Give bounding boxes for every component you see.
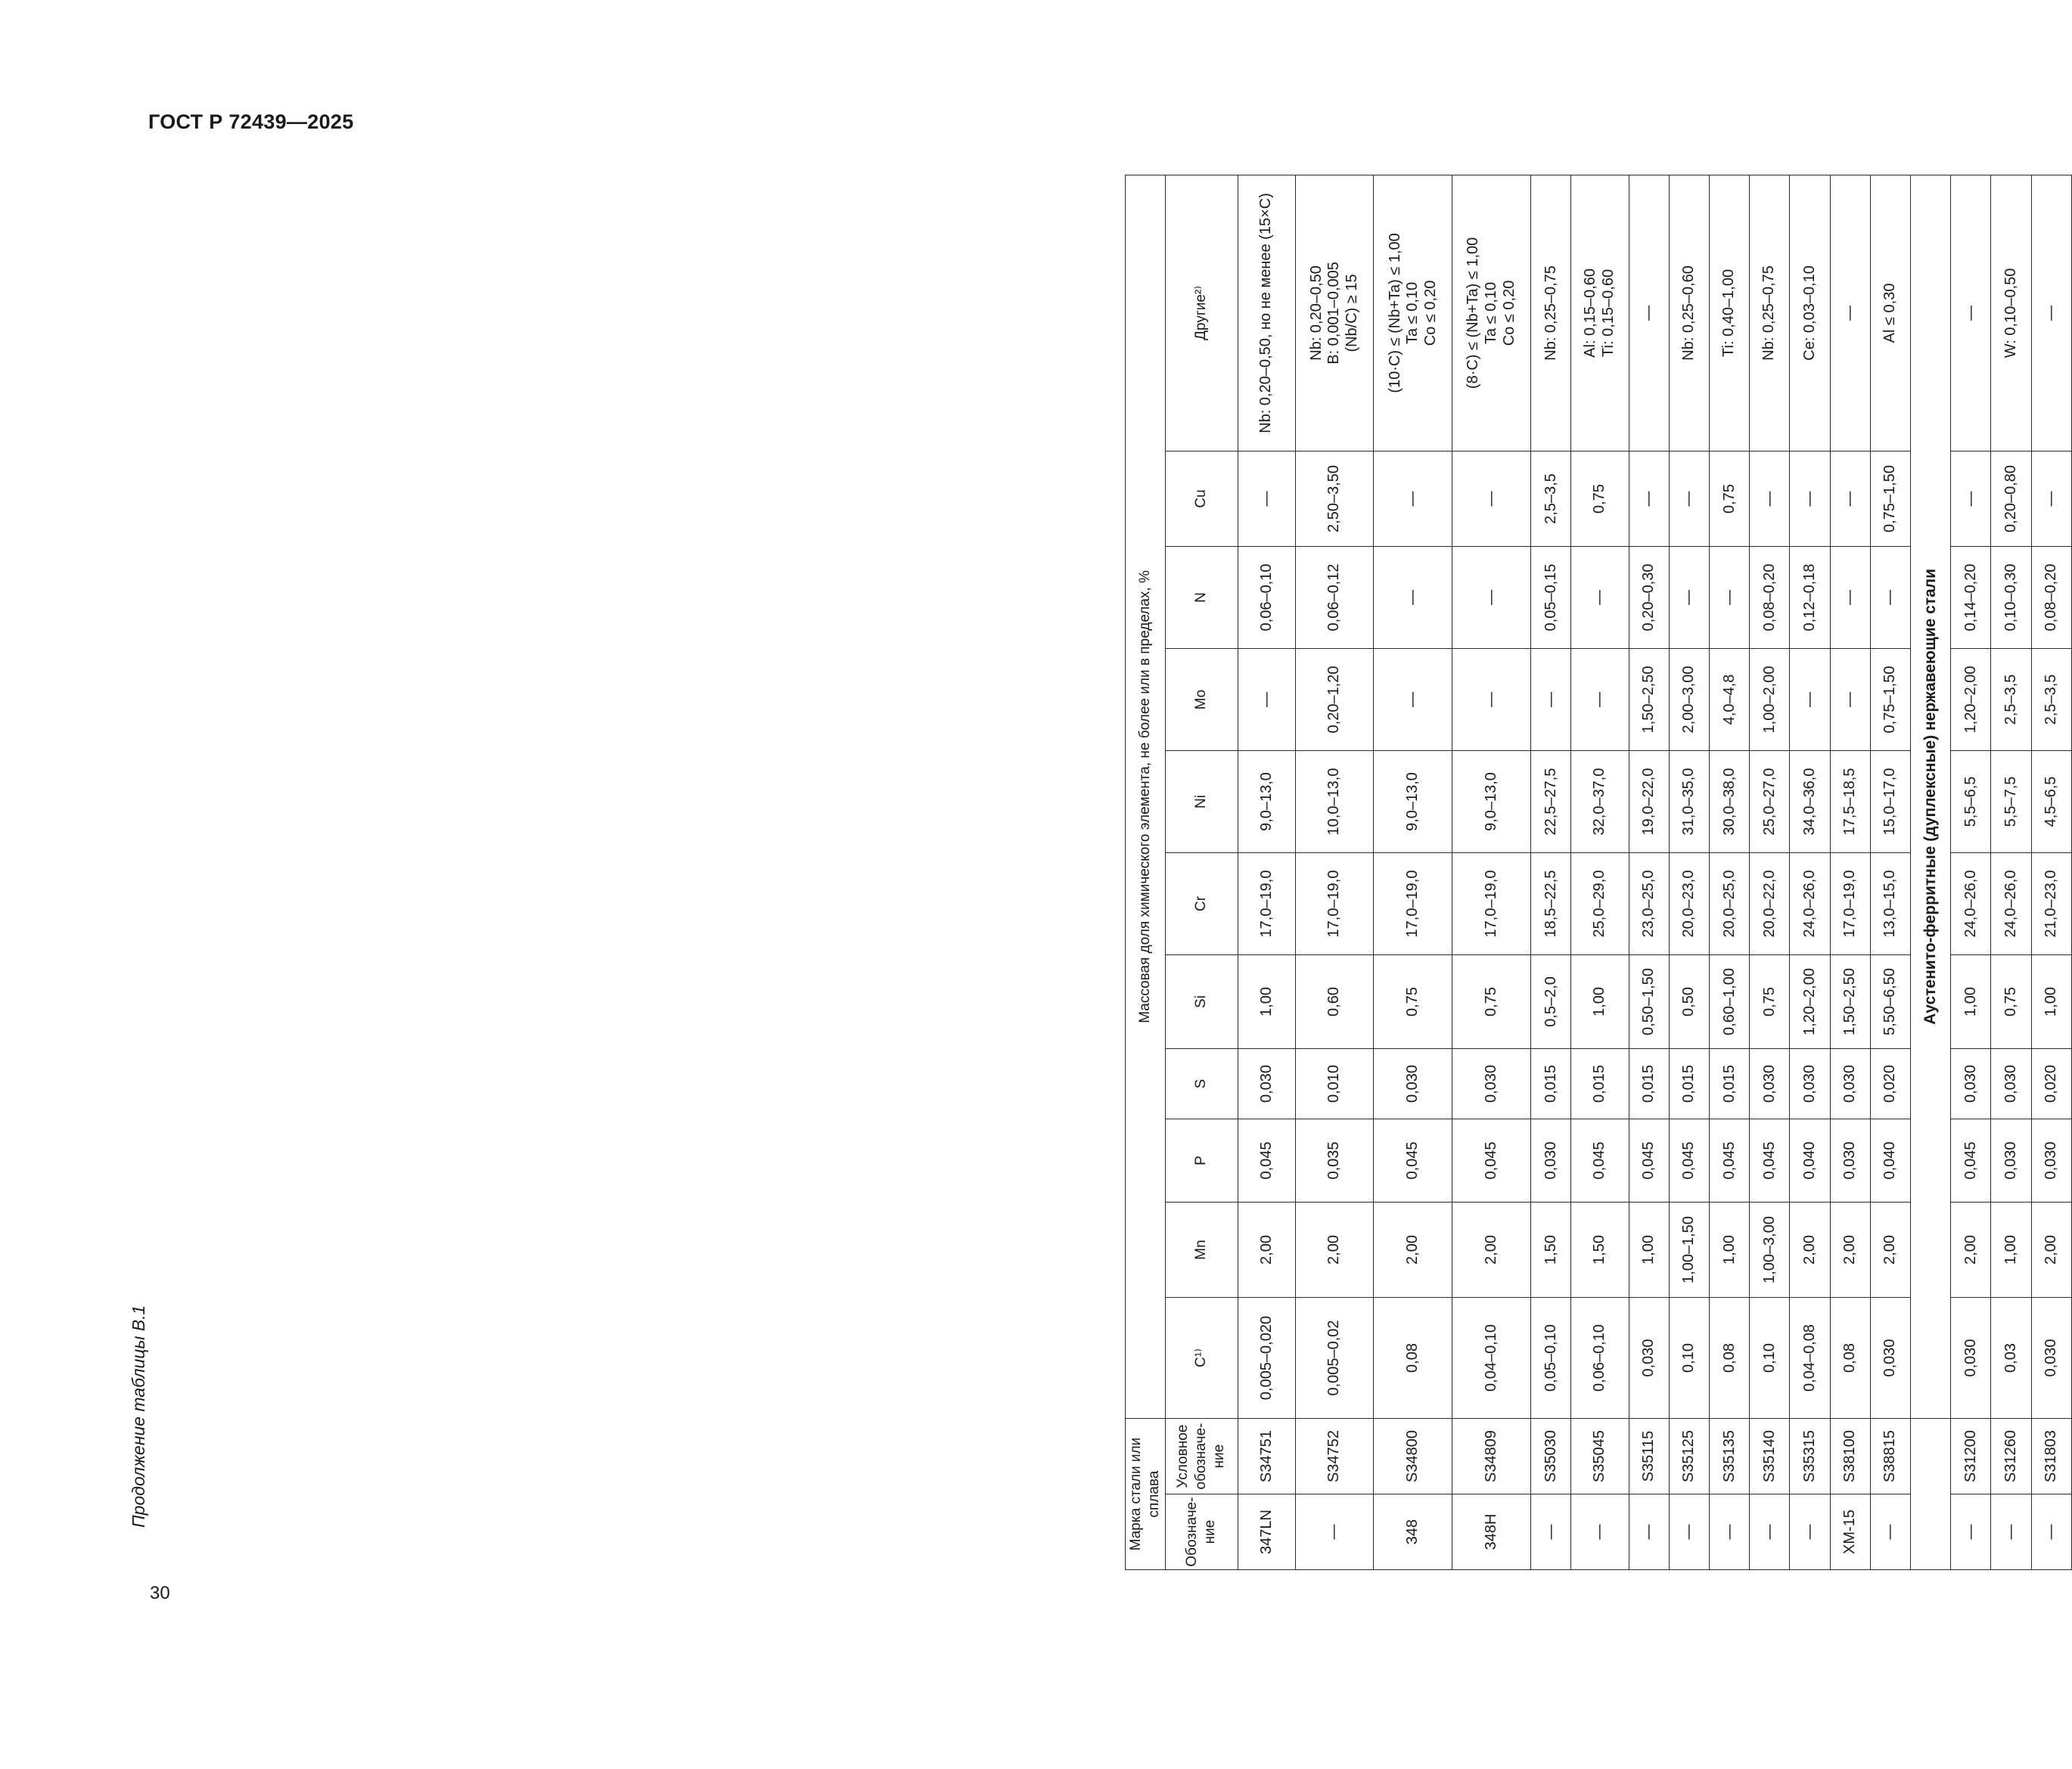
- cell-p: 0,035: [1295, 1119, 1374, 1202]
- cell-c: 0,030: [1951, 1297, 1991, 1418]
- cell-other: Nb: 0,25–0,75: [1750, 175, 1790, 451]
- cell-p: 0,030: [1991, 1119, 2031, 1202]
- cell-cu: —: [1452, 451, 1531, 546]
- cell-other: Al: 0,15–0,60 Ti: 0,15–0,60: [1571, 175, 1629, 451]
- table-row: [1830, 175, 1870, 1569]
- cell-s: 0,015: [1669, 1048, 1709, 1119]
- cell-mn: 2,00: [1830, 1202, 1870, 1297]
- table-row: [1238, 175, 1295, 1569]
- cell-c: 0,06–0,10: [1571, 1297, 1629, 1418]
- header-p: P: [1165, 1119, 1238, 1202]
- cell-p: 0,045: [1629, 1119, 1669, 1202]
- table-row: [1629, 175, 1669, 1569]
- cell-cu: 0,75: [1571, 451, 1629, 546]
- cell-mo: 2,5–3,5: [2031, 648, 2071, 750]
- table-row: [1571, 175, 1629, 1569]
- cell-s: 0,030: [1452, 1048, 1531, 1119]
- cell-mo: —: [1452, 648, 1531, 750]
- cell-ni: 10,0–13,0: [1295, 750, 1374, 852]
- cell-c: 0,030: [1629, 1297, 1669, 1418]
- cell-si: 0,5–2,0: [1531, 954, 1571, 1048]
- cell-cr: 18,5–22,5: [1531, 852, 1571, 954]
- cell-uns: S38815: [1870, 1418, 1910, 1494]
- cell-other: —: [1830, 175, 1870, 451]
- section-title: Аустенито-ферритные (дуплексные) нержавеющие стали: [1911, 175, 1951, 1418]
- cell-des: —: [1571, 1494, 1629, 1570]
- cell-mn: 1,00–1,50: [1669, 1202, 1709, 1297]
- cell-n: 0,08–0,20: [2031, 546, 2071, 648]
- cell-ni: 4,5–6,5: [2031, 750, 2071, 852]
- cell-s: 0,015: [1531, 1048, 1571, 1119]
- cell-des: —: [1750, 1494, 1790, 1570]
- page-number: 30: [150, 1583, 170, 1603]
- cell-p: 0,045: [1452, 1119, 1531, 1202]
- table-row: [1669, 175, 1709, 1569]
- cell-cu: —: [1750, 451, 1790, 546]
- cell-ni: 31,0–35,0: [1669, 750, 1709, 852]
- cell-des: —: [1870, 1494, 1910, 1570]
- cell-c: 0,04–0,08: [1790, 1297, 1830, 1418]
- cell-mo: 0,20–1,20: [1295, 648, 1374, 750]
- cell-s: 0,020: [1870, 1048, 1910, 1119]
- cell-si: 0,75: [1750, 954, 1790, 1048]
- cell-cu: —: [1374, 451, 1452, 546]
- cell-uns: S34751: [1238, 1418, 1295, 1494]
- cell-p: 0,045: [1238, 1119, 1295, 1202]
- cell-mn: 2,00: [1790, 1202, 1830, 1297]
- cell-other: Al ≤ 0,30: [1870, 175, 1910, 451]
- cell-cr: 20,0–22,0: [1750, 852, 1790, 954]
- cell-cu: —: [1238, 451, 1295, 546]
- cell-s: 0,015: [1571, 1048, 1629, 1119]
- cell-n: —: [1709, 546, 1749, 648]
- cell-c: 0,04–0,10: [1452, 1297, 1531, 1418]
- cell-cr: 17,0–19,0: [1452, 852, 1531, 954]
- cell-cr: 21,0–23,0: [2031, 852, 2071, 954]
- cell-c: 0,08: [1374, 1297, 1452, 1418]
- cell-des: —: [1629, 1494, 1669, 1570]
- cell-uns: S31803: [2031, 1418, 2071, 1494]
- cell-cr: 25,0–29,0: [1571, 852, 1629, 954]
- cell-uns: S35030: [1531, 1418, 1571, 1494]
- cell-mo: 0,75–1,50: [1870, 648, 1910, 750]
- cell-si: 0,50–1,50: [1629, 954, 1669, 1048]
- cell-ni: 9,0–13,0: [1374, 750, 1452, 852]
- cell-s: 0,030: [1790, 1048, 1830, 1119]
- header-ni: Ni: [1165, 750, 1238, 852]
- cell-cu: —: [2031, 451, 2071, 546]
- cell-ni: 15,0–17,0: [1870, 750, 1910, 852]
- cell-uns: S34800: [1374, 1418, 1452, 1494]
- table-row: [1452, 175, 1531, 1569]
- cell-cr: 24,0–26,0: [1790, 852, 1830, 954]
- cell-n: 0,20–0,30: [1629, 546, 1669, 648]
- cell-p: 0,045: [1374, 1119, 1452, 1202]
- cell-mo: —: [1531, 648, 1571, 750]
- cell-mn: 1,50: [1531, 1202, 1571, 1297]
- cell-c: 0,08: [1709, 1297, 1749, 1418]
- cell-p: 0,045: [1951, 1119, 1991, 1202]
- table-row: [1790, 175, 1830, 1569]
- cell-other: —: [1951, 175, 1991, 451]
- cell-mn: 2,00: [1452, 1202, 1531, 1297]
- cell-mo: 1,50–2,50: [1629, 648, 1669, 750]
- cell-p: 0,045: [1709, 1119, 1749, 1202]
- header-conventional: Условное обозначе-ние: [1165, 1418, 1238, 1494]
- cell-cu: —: [1629, 451, 1669, 546]
- table-row: [2031, 175, 2071, 1569]
- cell-cr: 17,0–19,0: [1830, 852, 1870, 954]
- cell-other: Nb: 0,20–0,50, но не менее (15×C): [1238, 175, 1295, 451]
- cell-si: 0,75: [1991, 954, 2031, 1048]
- table-row: [1374, 175, 1452, 1569]
- header-mn: Mn: [1165, 1202, 1238, 1297]
- cell-n: 0,12–0,18: [1790, 546, 1830, 648]
- cell-mo: 1,20–2,00: [1951, 648, 1991, 750]
- cell-cu: 2,50–3,50: [1295, 451, 1374, 546]
- cell-s: 0,015: [1709, 1048, 1749, 1119]
- cell-other: Nb: 0,25–0,75: [1531, 175, 1571, 451]
- cell-p: 0,040: [1870, 1119, 1910, 1202]
- cell-c: 0,05–0,10: [1531, 1297, 1571, 1418]
- header-si: Si: [1165, 954, 1238, 1048]
- cell-mn: 2,00: [1951, 1202, 1991, 1297]
- composition-table-container: [1125, 175, 2072, 1570]
- cell-s: 0,010: [1295, 1048, 1374, 1119]
- cell-s: 0,020: [2031, 1048, 2071, 1119]
- cell-des: —: [1951, 1494, 1991, 1570]
- cell-s: 0,030: [1830, 1048, 1870, 1119]
- cell-ni: 34,0–36,0: [1790, 750, 1830, 852]
- cell-uns: S35045: [1571, 1418, 1629, 1494]
- cell-cr: 20,0–25,0: [1709, 852, 1749, 954]
- cell-cr: 17,0–19,0: [1374, 852, 1452, 954]
- cell-p: 0,045: [1669, 1119, 1709, 1202]
- cell-cr: 17,0–19,0: [1238, 852, 1295, 954]
- cell-mn: 1,00: [1629, 1202, 1669, 1297]
- table-body: [1238, 175, 2072, 1569]
- cell-s: 0,015: [1629, 1048, 1669, 1119]
- cell-n: —: [1374, 546, 1452, 648]
- cell-cr: 17,0–19,0: [1295, 852, 1374, 954]
- cell-s: 0,030: [1750, 1048, 1790, 1119]
- document-header: ГОСТ Р 72439—2025: [148, 110, 354, 133]
- cell-si: 0,50: [1669, 954, 1709, 1048]
- cell-n: 0,06–0,10: [1238, 546, 1295, 648]
- cell-des: 348: [1374, 1494, 1452, 1570]
- header-cu: Cu: [1165, 451, 1238, 546]
- cell-mo: —: [1238, 648, 1295, 750]
- table-row: [1750, 175, 1790, 1569]
- header-c: C¹⁾: [1165, 1297, 1238, 1418]
- cell-p: 0,030: [1531, 1119, 1571, 1202]
- cell-other: Ti: 0,40–1,00: [1709, 175, 1749, 451]
- cell-n: —: [1571, 546, 1629, 648]
- cell-p: 0,045: [1750, 1119, 1790, 1202]
- cell-mn: 1,50: [1571, 1202, 1629, 1297]
- table-row: [1991, 175, 2031, 1569]
- cell-mo: 2,5–3,5: [1991, 648, 2031, 750]
- cell-other: (8·C) ≤ (Nb+Ta) ≤ 1,00 Ta ≤ 0,10 Co ≤ 0,20: [1452, 175, 1531, 451]
- cell-cu: 0,75–1,50: [1870, 451, 1910, 546]
- cell-n: 0,10–0,30: [1991, 546, 2031, 648]
- cell-s: 0,030: [1991, 1048, 2031, 1119]
- cell-n: 0,05–0,15: [1531, 546, 1571, 648]
- table-row: [1951, 175, 1991, 1569]
- cell-uns: S35140: [1750, 1418, 1790, 1494]
- cell-si: 1,20–2,00: [1790, 954, 1830, 1048]
- cell-des: 347LN: [1238, 1494, 1295, 1570]
- cell-cu: 0,20–0,80: [1991, 451, 2031, 546]
- cell-c: 0,005–0,02: [1295, 1297, 1374, 1418]
- cell-cu: —: [1790, 451, 1830, 546]
- cell-p: 0,045: [1571, 1119, 1629, 1202]
- cell-ni: 9,0–13,0: [1238, 750, 1295, 852]
- header-composition-group: Массовая доля химического элемента, не более или в пределах, %: [1126, 175, 1166, 1418]
- cell-cu: 2,5–3,5: [1531, 451, 1571, 546]
- cell-des: —: [1295, 1494, 1374, 1570]
- cell-p: 0,030: [1830, 1119, 1870, 1202]
- cell-mo: 2,00–3,00: [1669, 648, 1709, 750]
- cell-uns: S31200: [1951, 1418, 1991, 1494]
- cell-uns: S34752: [1295, 1418, 1374, 1494]
- cell-cr: 20,0–23,0: [1669, 852, 1709, 954]
- cell-mn: 2,00: [1238, 1202, 1295, 1297]
- cell-si: 1,00: [1238, 954, 1295, 1048]
- table-row: [1870, 175, 1910, 1569]
- cell-p: 0,030: [2031, 1119, 2071, 1202]
- cell-p: 0,040: [1790, 1119, 1830, 1202]
- cell-si: 5,50–6,50: [1870, 954, 1910, 1048]
- cell-uns: S35115: [1629, 1418, 1669, 1494]
- cell-si: 0,75: [1452, 954, 1531, 1048]
- header-n: N: [1165, 546, 1238, 648]
- cell-cr: 24,0–26,0: [1991, 852, 2031, 954]
- cell-s: 0,030: [1238, 1048, 1295, 1119]
- cell-c: 0,005–0,020: [1238, 1297, 1295, 1418]
- cell-other: —: [1629, 175, 1669, 451]
- cell-uns: S35315: [1790, 1418, 1830, 1494]
- cell-des: —: [1531, 1494, 1571, 1570]
- cell-ni: 32,0–37,0: [1571, 750, 1629, 852]
- cell-mo: —: [1830, 648, 1870, 750]
- cell-des: —: [1669, 1494, 1709, 1570]
- cell-si: 1,00: [1951, 954, 1991, 1048]
- cell-uns: S34809: [1452, 1418, 1531, 1494]
- cell-s: 0,030: [1951, 1048, 1991, 1119]
- table-row: [1531, 175, 1571, 1569]
- cell-s: 0,030: [1374, 1048, 1452, 1119]
- header-other: Другие²⁾: [1165, 175, 1238, 451]
- cell-des: —: [1790, 1494, 1830, 1570]
- cell-ni: 19,0–22,0: [1629, 750, 1669, 852]
- cell-des: —: [1709, 1494, 1749, 1570]
- cell-mo: 1,00–2,00: [1750, 648, 1790, 750]
- cell-other: Ce: 0,03–0,10: [1790, 175, 1830, 451]
- cell-mn: 2,00: [1295, 1202, 1374, 1297]
- header-cr: Cr: [1165, 852, 1238, 954]
- cell-other: —: [2031, 175, 2071, 451]
- cell-cr: 24,0–26,0: [1951, 852, 1991, 954]
- cell-des: XM-15: [1830, 1494, 1870, 1570]
- cell-mo: —: [1790, 648, 1830, 750]
- cell-n: 0,14–0,20: [1951, 546, 1991, 648]
- cell-ni: 9,0–13,0: [1452, 750, 1531, 852]
- cell-cu: —: [1669, 451, 1709, 546]
- cell-uns: S31260: [1991, 1418, 2031, 1494]
- cell-ni: 22,5–27,5: [1531, 750, 1571, 852]
- cell-n: 0,06–0,12: [1295, 546, 1374, 648]
- cell-c: 0,030: [1870, 1297, 1910, 1418]
- cell-other: (10·C) ≤ (Nb+Ta) ≤ 1,00 Ta ≤ 0,10 Co ≤ 0,20: [1374, 175, 1452, 451]
- cell-cr: 23,0–25,0: [1629, 852, 1669, 954]
- cell-ni: 17,5–18,5: [1830, 750, 1870, 852]
- cell-mn: 1,00–3,00: [1750, 1202, 1790, 1297]
- cell-n: —: [1870, 546, 1910, 648]
- cell-si: 1,00: [2031, 954, 2071, 1048]
- cell-c: 0,08: [1830, 1297, 1870, 1418]
- header-s: S: [1165, 1048, 1238, 1119]
- cell-c: 0,03: [1991, 1297, 2031, 1418]
- cell-si: 0,60–1,00: [1709, 954, 1749, 1048]
- header-grade-group: Марка стали или сплава: [1126, 1418, 1166, 1569]
- cell-n: —: [1669, 546, 1709, 648]
- cell-uns: S38100: [1830, 1418, 1870, 1494]
- section-row: [1911, 175, 1951, 1569]
- table-caption: Продолжение таблицы В.1: [129, 1305, 148, 1528]
- cell-c: 0,10: [1750, 1297, 1790, 1418]
- composition-table: [1125, 175, 2072, 1570]
- cell-mn: 1,00: [1709, 1202, 1749, 1297]
- cell-ni: 5,5–7,5: [1991, 750, 2031, 852]
- cell-n: 0,08–0,20: [1750, 546, 1790, 648]
- cell-mn: 2,00: [2031, 1202, 2071, 1297]
- cell-other: W: 0,10–0,50: [1991, 175, 2031, 451]
- cell-ni: 30,0–38,0: [1709, 750, 1749, 852]
- cell-mn: 2,00: [1374, 1202, 1452, 1297]
- cell-mo: —: [1571, 648, 1629, 750]
- cell-des: —: [2031, 1494, 2071, 1570]
- cell-other: Nb: 0,20–0,50 B: 0,001–0,005 (Nb/C) ≥ 15: [1295, 175, 1374, 451]
- cell-c: 0,030: [2031, 1297, 2071, 1418]
- cell-si: 0,60: [1295, 954, 1374, 1048]
- cell-n: —: [1452, 546, 1531, 648]
- cell-mo: —: [1374, 648, 1452, 750]
- header-designation: Обозначе-ние: [1165, 1494, 1238, 1570]
- cell-si: 1,50–2,50: [1830, 954, 1870, 1048]
- cell-n: —: [1830, 546, 1870, 648]
- cell-des: 348H: [1452, 1494, 1531, 1570]
- cell-uns: S35125: [1669, 1418, 1709, 1494]
- cell-ni: 25,0–27,0: [1750, 750, 1790, 852]
- cell-uns: S35135: [1709, 1418, 1749, 1494]
- table-row: [1295, 175, 1374, 1569]
- cell-mn: 1,00: [1991, 1202, 2031, 1297]
- cell-cu: —: [1830, 451, 1870, 546]
- cell-mn: 2,00: [1870, 1202, 1910, 1297]
- section-blank-cell: [1911, 1418, 1951, 1569]
- cell-des: —: [1991, 1494, 2031, 1570]
- cell-cu: 0,75: [1709, 451, 1749, 546]
- cell-ni: 5,5–6,5: [1951, 750, 1991, 852]
- cell-si: 1,00: [1571, 954, 1629, 1048]
- cell-mo: 4,0–4,8: [1709, 648, 1749, 750]
- cell-cu: —: [1951, 451, 1991, 546]
- table-row: [1709, 175, 1749, 1569]
- cell-si: 0,75: [1374, 954, 1452, 1048]
- cell-cr: 13,0–15,0: [1870, 852, 1910, 954]
- cell-other: Nb: 0,25–0,60: [1669, 175, 1709, 451]
- header-mo: Mo: [1165, 648, 1238, 750]
- cell-c: 0,10: [1669, 1297, 1709, 1418]
